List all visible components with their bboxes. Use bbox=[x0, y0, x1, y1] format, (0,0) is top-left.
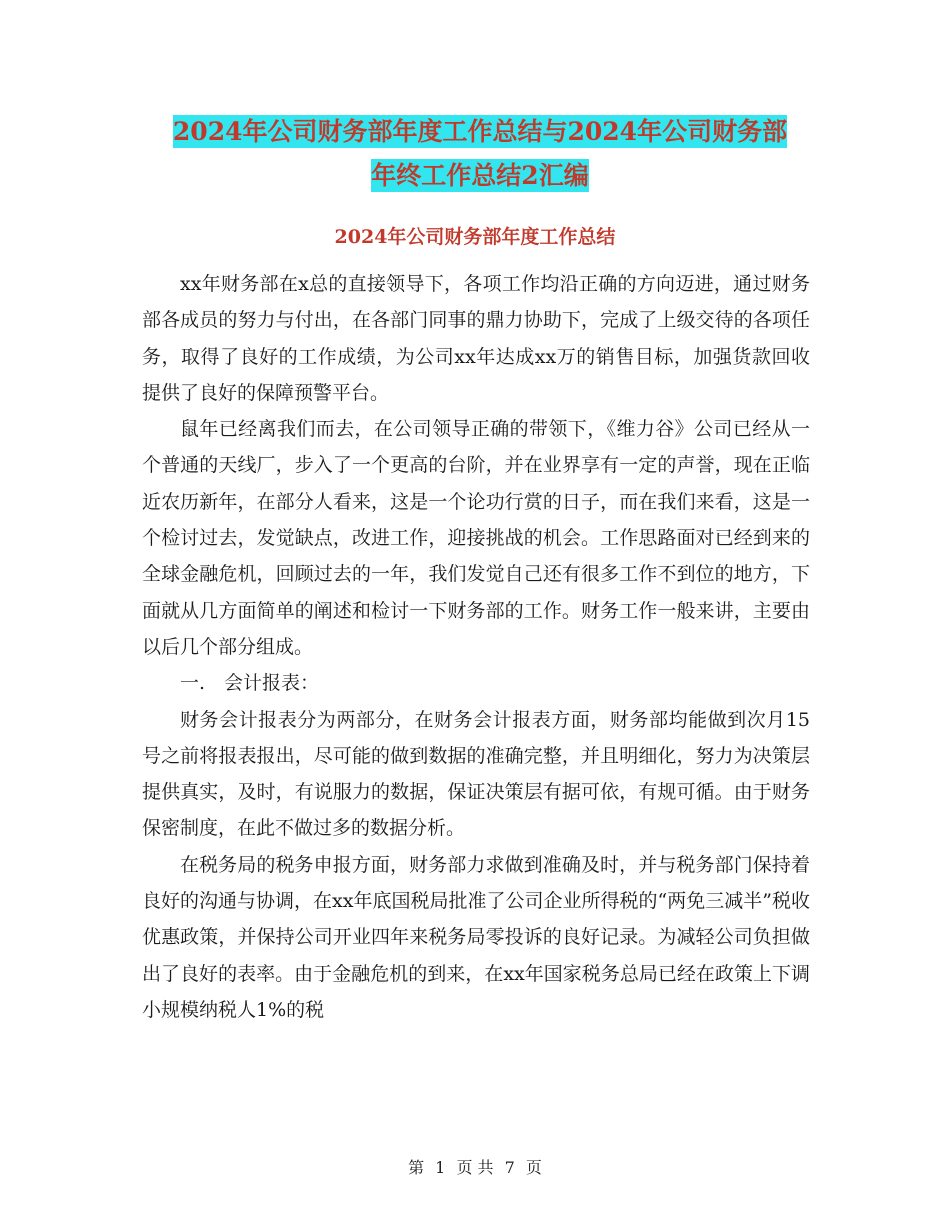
footer-suffix: 页 bbox=[525, 1158, 542, 1177]
footer-total-pages: 7 bbox=[504, 1158, 515, 1177]
main-title-line-2: 年终工作总结2汇编 bbox=[371, 161, 589, 190]
footer-current-page: 1 bbox=[435, 1158, 446, 1177]
main-title-line-1: 2024年公司财务部年度工作总结与2024年公司财务部 bbox=[172, 117, 788, 146]
paragraph-1: xx年财务部在x总的直接领导下，各项工作均沿正确的方向迈进，通过财务部各成员的努力与付出，在各部门同事的鼎力协助下，完成了上级交待的各项任务，取得了良好的工作成绩，为公司xx年达成xx万的销售目标，加强货款回收提供了良好的保障预警平台。 bbox=[142, 273, 810, 404]
section-title: 2024年公司财务部年度工作总结 bbox=[334, 226, 616, 248]
footer-prefix: 第 bbox=[408, 1158, 425, 1177]
document-main-title bbox=[140, 110, 820, 198]
paragraph-5: 在税务局的税务申报方面，财务部力求做到准确及时，并与税务部门保持着良好的沟通与协调，在xx年底国税局批准了公司企业所得税的“两免三减半”税收优惠政策，并保持公司开业四年来税务局零投诉的良好记录。为减轻公司负担做出了良好的表率。由于金融危机的到来，在xx年国家税务总局已经在政策上下调小规模纳税人1%的税 bbox=[142, 853, 810, 1021]
paragraph-4: 财务会计报表分为两部分，在财务会计报表方面，财务部均能做到次月15号之前将报表报出，尽可能的做到数据的准确完整，并且明细化，努力为决策层提供真实，及时，有说服力的数据，保证决策层有据可依，有规可循。由于财务保密制度，在此不做过多的数据分析。 bbox=[142, 708, 810, 840]
page-footer bbox=[0, 1155, 950, 1178]
document-body bbox=[142, 266, 810, 1028]
footer-mid: 页 共 bbox=[456, 1158, 494, 1177]
paragraph-2: 鼠年已经离我们而去，在公司领导正确的带领下，《维力谷》公司已经从一个普通的天线厂，步入了一个更高的台阶，并在业界享有一定的声誉，现在正临近农历新年，在部分人看来，这是一个论功行赏的日子，而在我们来看，这是一个检讨过去，发觉缺点，改进工作，迎接挑战的机会。工作思路面对已经到来的全球金融危机，回顾过去的一年，我们发觉自己还有很多工作不到位的地方，下面就从几方面简单的阐述和检讨一下财务部的工作。财务工作一般来讲，主要由以后几个部分组成。 bbox=[142, 418, 810, 658]
paragraph-3-heading: 一. 会计报表： bbox=[180, 672, 320, 695]
